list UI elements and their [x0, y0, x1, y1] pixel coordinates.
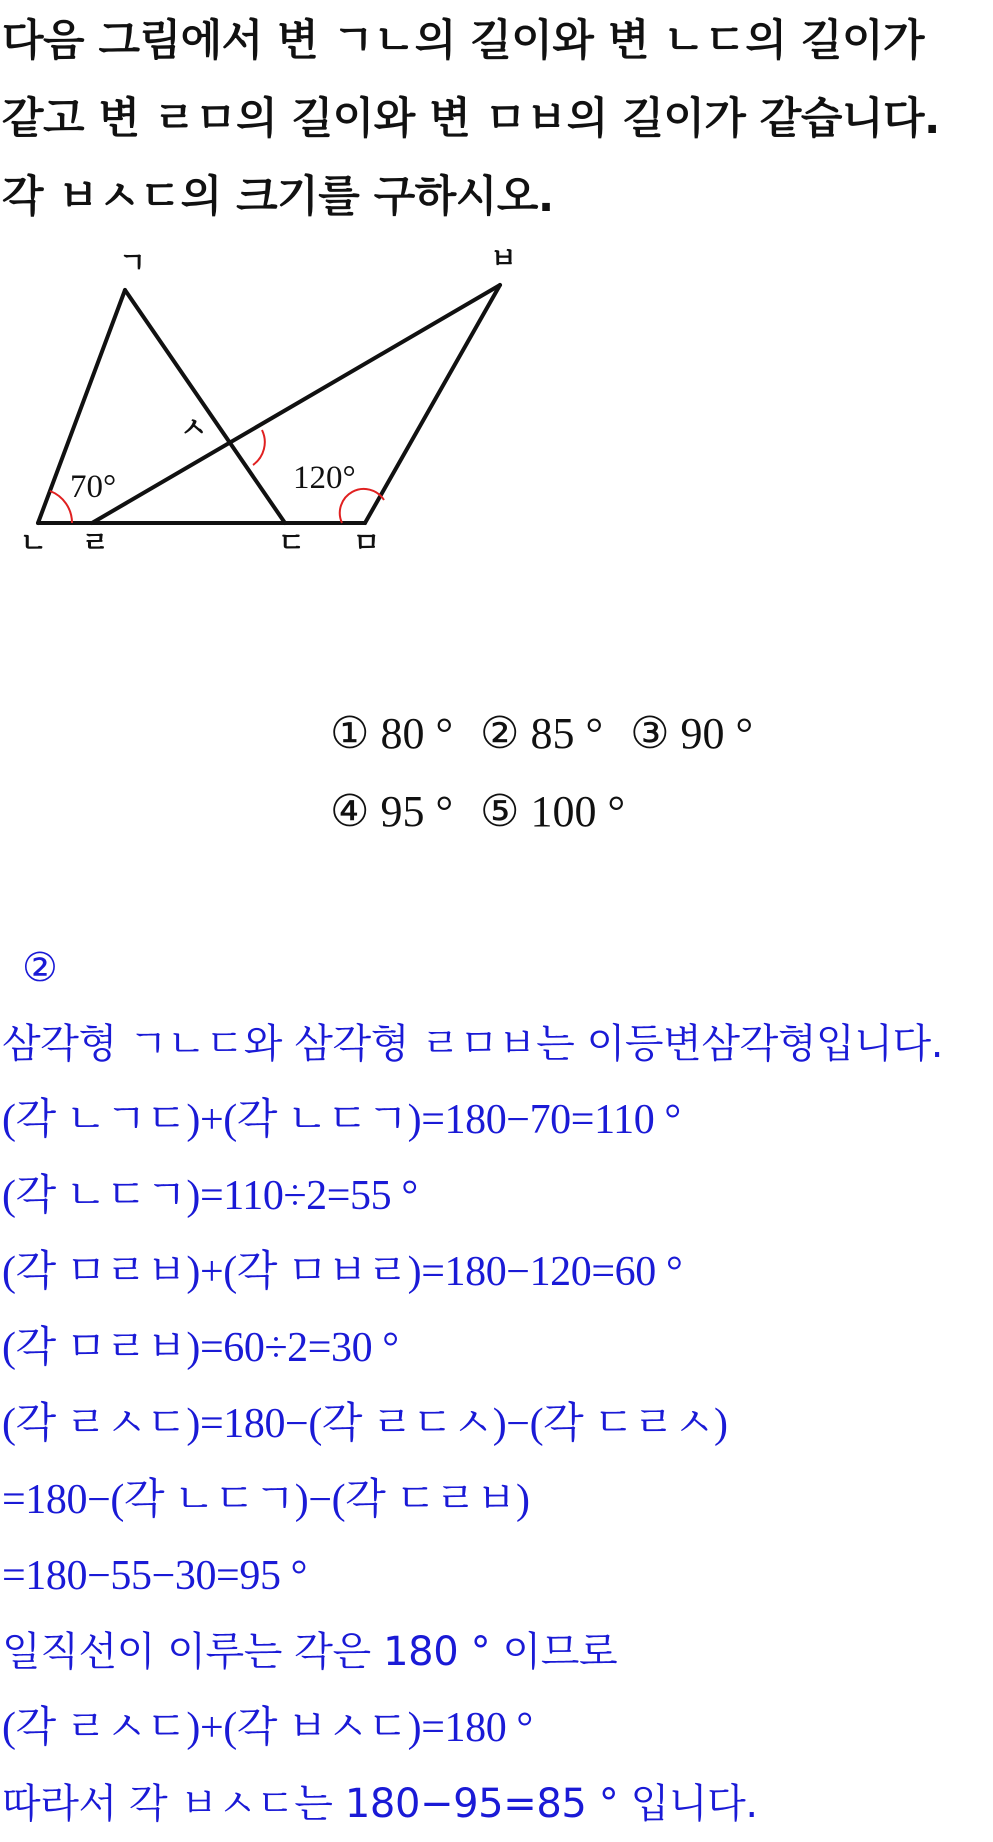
solution-line: 일직선이 이루는 각은 180 ° 이므로: [2, 1629, 618, 1675]
solution-line: (각 ㄴㄷㄱ)=110÷2=55 °: [2, 1173, 418, 1219]
angle-arc-s: [253, 430, 265, 465]
question-line: 같고 변 ㄹㅁ의 길이와 변 ㅁㅂ의 길이가 같습니다.: [2, 94, 940, 144]
solution-line: (각 ㅁㄹㅂ)=60÷2=30 °: [2, 1325, 399, 1371]
question-line: 다음 그림에서 변 ㄱㄴ의 길이와 변 ㄴㄷ의 길이가: [2, 16, 925, 66]
label-s: ㅅ: [180, 411, 208, 444]
solution-line: (각 ㄹㅅㄷ)+(각 ㅂㅅㄷ)=180 °: [2, 1705, 533, 1751]
angle-label-120: 120°: [293, 460, 356, 496]
choice-4[interactable]: ④ 95 °: [330, 787, 454, 836]
label-n: ㄴ: [20, 526, 48, 559]
label-g: ㄱ: [119, 246, 147, 279]
question-text: [2, 2, 987, 236]
choice-row: [330, 695, 890, 773]
solution-line: =180−55−30=95 °: [2, 1553, 308, 1599]
solution-section: [2, 930, 987, 1842]
choice-2[interactable]: ② 85 °: [480, 709, 604, 758]
answer-choices: [330, 695, 890, 851]
angle-label-70: 70°: [70, 469, 117, 505]
solution-line: (각 ㅁㄹㅂ)+(각 ㅁㅂㄹ)=180−120=60 °: [2, 1249, 683, 1295]
solution-line: 삼각형 ㄱㄴㄷ와 삼각형 ㄹㅁㅂ는 이등변삼각형입니다.: [2, 1021, 944, 1067]
answer-mark: ②: [22, 945, 58, 991]
label-b: ㅂ: [490, 242, 518, 275]
choice-5[interactable]: ⑤ 100 °: [480, 787, 626, 836]
solution-line: =180−(각 ㄴㄷㄱ)−(각 ㄷㄹㅂ): [2, 1477, 530, 1523]
segment-m-b: [365, 285, 500, 523]
angle-arc-n: [50, 491, 72, 523]
choice-row: [330, 773, 890, 851]
choice-1[interactable]: ① 80 °: [330, 709, 454, 758]
label-r: ㄹ: [82, 526, 110, 559]
geometry-figure: [0, 240, 518, 580]
solution-line: (각 ㄹㅅㄷ)=180−(각 ㄹㄷㅅ)−(각 ㄷㄹㅅ): [2, 1401, 728, 1447]
choice-3[interactable]: ③ 90 °: [630, 709, 754, 758]
solution-line: 따라서 각 ㅂㅅㄷ는 180−95=85 ° 입니다.: [2, 1781, 758, 1827]
label-m: ㅁ: [353, 526, 381, 559]
solution-line: (각 ㄴㄱㄷ)+(각 ㄴㄷㄱ)=180−70=110 °: [2, 1097, 681, 1143]
question-line: 각 ㅂㅅㄷ의 크기를 구하시오.: [2, 172, 554, 222]
label-d: ㄷ: [278, 526, 306, 559]
